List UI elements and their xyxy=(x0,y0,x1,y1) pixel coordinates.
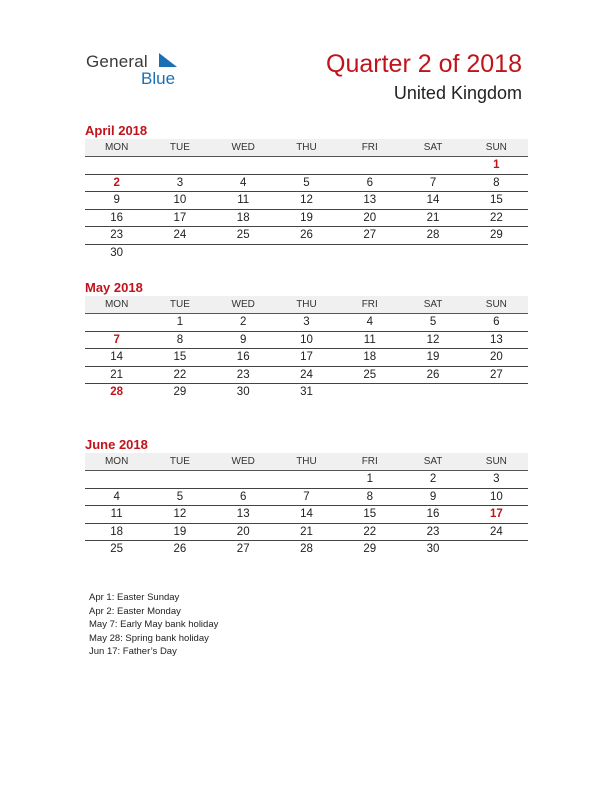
day-cell xyxy=(401,157,464,175)
week-row xyxy=(85,384,528,401)
day-cell: 8 xyxy=(338,488,401,506)
day-cell: 16 xyxy=(212,349,275,367)
weekday-header: TUE xyxy=(148,453,211,471)
day-cell: 12 xyxy=(148,506,211,524)
day-cell: 30 xyxy=(426,543,440,556)
day-cell: 15 xyxy=(338,506,401,524)
day-cell: 8 xyxy=(465,174,528,192)
day-cell: 18 xyxy=(212,209,275,227)
day-cell: 3 xyxy=(148,174,211,192)
weekday-header: WED xyxy=(212,453,275,471)
month-title: June 2018 xyxy=(85,437,148,452)
weekday-header: THU xyxy=(275,296,338,314)
day-cell: 20 xyxy=(338,209,401,227)
day-cell: 7 xyxy=(275,488,338,506)
week-row xyxy=(85,314,528,332)
day-cell: 29 xyxy=(465,227,528,245)
day-cell: 22 xyxy=(148,366,211,384)
weekday-header: SUN xyxy=(465,139,528,157)
day-cell: 16 xyxy=(85,209,148,227)
week-row xyxy=(85,192,528,210)
day-cell: 24 xyxy=(465,523,528,541)
day-cell: 6 xyxy=(212,488,275,506)
day-cell: 27 xyxy=(236,543,250,556)
day-cell xyxy=(85,157,148,175)
month-may xyxy=(85,279,528,401)
day-cell: 28 xyxy=(110,386,124,399)
weekday-header: TUE xyxy=(148,296,211,314)
day-cell xyxy=(338,244,401,261)
logo-flag-icon xyxy=(159,53,179,69)
day-cell: 30 xyxy=(236,386,250,399)
day-cell: 23 xyxy=(85,227,148,245)
day-cell: 11 xyxy=(85,506,148,524)
day-cell: 15 xyxy=(465,192,528,210)
day-cell: 20 xyxy=(465,349,528,367)
day-cell xyxy=(465,384,528,401)
day-cell xyxy=(275,157,338,175)
day-cell: 5 xyxy=(148,488,211,506)
country-name: United Kingdom xyxy=(393,83,522,103)
day-cell: 12 xyxy=(401,331,464,349)
day-cell xyxy=(212,157,275,175)
day-cell: 2 xyxy=(401,471,464,489)
day-cell: 3 xyxy=(465,471,528,489)
day-cell: 4 xyxy=(212,174,275,192)
weekday-header: SAT xyxy=(401,139,464,157)
day-cell: 31 xyxy=(300,386,313,399)
holiday-note: Jun 17: Father’s Day xyxy=(89,646,177,657)
day-cell: 6 xyxy=(465,314,528,332)
week-row xyxy=(85,209,528,227)
day-cell: 9 xyxy=(85,192,148,210)
day-cell: 25 xyxy=(212,227,275,245)
day-cell xyxy=(401,384,464,401)
day-cell: 14 xyxy=(85,349,148,367)
day-cell: 13 xyxy=(338,192,401,210)
day-cell xyxy=(465,541,528,558)
weekday-header: SAT xyxy=(401,296,464,314)
day-cell: 13 xyxy=(212,506,275,524)
day-cell xyxy=(465,244,528,261)
day-cell: 14 xyxy=(275,506,338,524)
day-cell: 25 xyxy=(110,543,124,556)
weekday-header: FRI xyxy=(338,139,401,157)
weekday-header: WED xyxy=(212,139,275,157)
day-cell xyxy=(212,244,275,261)
day-cell: 10 xyxy=(275,331,338,349)
day-cell: 27 xyxy=(465,366,528,384)
holiday-notes xyxy=(89,591,218,659)
day-cell: 25 xyxy=(338,366,401,384)
day-cell: 21 xyxy=(85,366,148,384)
day-cell: 19 xyxy=(148,523,211,541)
day-cell: 17 xyxy=(148,209,211,227)
weekday-header: WED xyxy=(212,296,275,314)
day-cell: 18 xyxy=(338,349,401,367)
day-cell: 2 xyxy=(212,314,275,332)
day-cell: 11 xyxy=(212,192,275,210)
day-cell: 10 xyxy=(465,488,528,506)
day-cell: 13 xyxy=(465,331,528,349)
weekday-header: FRI xyxy=(338,296,401,314)
weekday-header: MON xyxy=(85,296,148,314)
day-cell: 23 xyxy=(401,523,464,541)
day-cell xyxy=(148,471,211,489)
week-row xyxy=(85,523,528,541)
day-cell xyxy=(148,157,211,175)
day-cell: 26 xyxy=(275,227,338,245)
week-row xyxy=(85,541,528,558)
week-row xyxy=(85,157,528,175)
day-cell: 24 xyxy=(148,227,211,245)
day-cell xyxy=(212,471,275,489)
holiday-note: May 28: Spring bank holiday xyxy=(89,632,209,644)
week-row xyxy=(85,366,528,384)
day-cell: 4 xyxy=(338,314,401,332)
day-cell: 23 xyxy=(212,366,275,384)
day-cell: 1 xyxy=(338,471,401,489)
day-cell: 8 xyxy=(148,331,211,349)
day-cell: 18 xyxy=(85,523,148,541)
month-title: April 2018 xyxy=(85,123,148,138)
day-cell: 29 xyxy=(173,386,187,399)
week-row xyxy=(85,227,528,245)
weekday-header: MON xyxy=(85,453,148,471)
calendar-table xyxy=(85,453,528,558)
day-cell: 3 xyxy=(275,314,338,332)
day-cell: 28 xyxy=(401,227,464,245)
day-cell: 17 xyxy=(465,506,528,524)
week-row xyxy=(85,488,528,506)
day-cell xyxy=(401,244,464,261)
day-cell xyxy=(275,244,338,261)
month-title: May 2018 xyxy=(85,280,143,295)
week-row xyxy=(85,471,528,489)
weekday-header: SAT xyxy=(401,453,464,471)
day-cell: 6 xyxy=(338,174,401,192)
logo xyxy=(86,52,196,92)
weekday-header: THU xyxy=(275,453,338,471)
day-cell: 19 xyxy=(275,209,338,227)
calendar-table xyxy=(85,296,528,401)
day-cell: 1 xyxy=(148,314,211,332)
day-cell: 26 xyxy=(173,543,187,556)
day-cell: 10 xyxy=(148,192,211,210)
day-cell: 21 xyxy=(401,209,464,227)
day-cell: 11 xyxy=(338,331,401,349)
day-cell: 7 xyxy=(85,331,148,349)
day-cell: 29 xyxy=(363,543,377,556)
week-row xyxy=(85,244,528,261)
day-cell: 19 xyxy=(401,349,464,367)
month-june xyxy=(85,436,528,558)
day-cell: 1 xyxy=(465,157,528,175)
day-cell: 5 xyxy=(401,314,464,332)
day-cell: 16 xyxy=(401,506,464,524)
day-cell: 9 xyxy=(401,488,464,506)
day-cell xyxy=(275,471,338,489)
calendar-table xyxy=(85,139,528,261)
day-cell: 30 xyxy=(110,246,124,259)
day-cell: 27 xyxy=(338,227,401,245)
weekday-header: SUN xyxy=(465,296,528,314)
day-cell: 22 xyxy=(465,209,528,227)
page-title: Quarter 2 of 2018 xyxy=(326,50,522,78)
logo-text-blue: Blue xyxy=(141,69,176,88)
holiday-note: May 7: Early May bank holiday xyxy=(89,619,219,630)
holiday-note: Apr 1: Easter Sunday xyxy=(89,592,180,603)
week-row xyxy=(85,506,528,524)
day-cell xyxy=(338,157,401,175)
day-cell: 17 xyxy=(275,349,338,367)
day-cell: 15 xyxy=(148,349,211,367)
day-cell: 9 xyxy=(212,331,275,349)
day-cell xyxy=(85,471,148,489)
day-cell: 2 xyxy=(85,174,148,192)
month-april xyxy=(85,122,528,261)
weekday-header: FRI xyxy=(338,453,401,471)
day-cell xyxy=(338,384,401,401)
day-cell: 7 xyxy=(401,174,464,192)
holiday-note: Apr 2: Easter Monday xyxy=(89,605,181,617)
day-cell: 22 xyxy=(338,523,401,541)
day-cell: 24 xyxy=(275,366,338,384)
day-cell: 4 xyxy=(85,488,148,506)
day-cell xyxy=(85,314,148,332)
day-cell: 21 xyxy=(275,523,338,541)
week-row xyxy=(85,331,528,349)
week-row xyxy=(85,174,528,192)
day-cell: 26 xyxy=(401,366,464,384)
week-row xyxy=(85,349,528,367)
day-cell: 20 xyxy=(212,523,275,541)
weekday-header: SUN xyxy=(465,453,528,471)
weekday-header: TUE xyxy=(148,139,211,157)
day-cell xyxy=(148,244,211,261)
day-cell: 5 xyxy=(275,174,338,192)
logo-text-general: General xyxy=(86,52,148,71)
day-cell: 28 xyxy=(300,543,313,556)
day-cell: 14 xyxy=(401,192,464,210)
weekday-header: MON xyxy=(85,139,148,157)
day-cell: 12 xyxy=(275,192,338,210)
weekday-header: THU xyxy=(275,139,338,157)
